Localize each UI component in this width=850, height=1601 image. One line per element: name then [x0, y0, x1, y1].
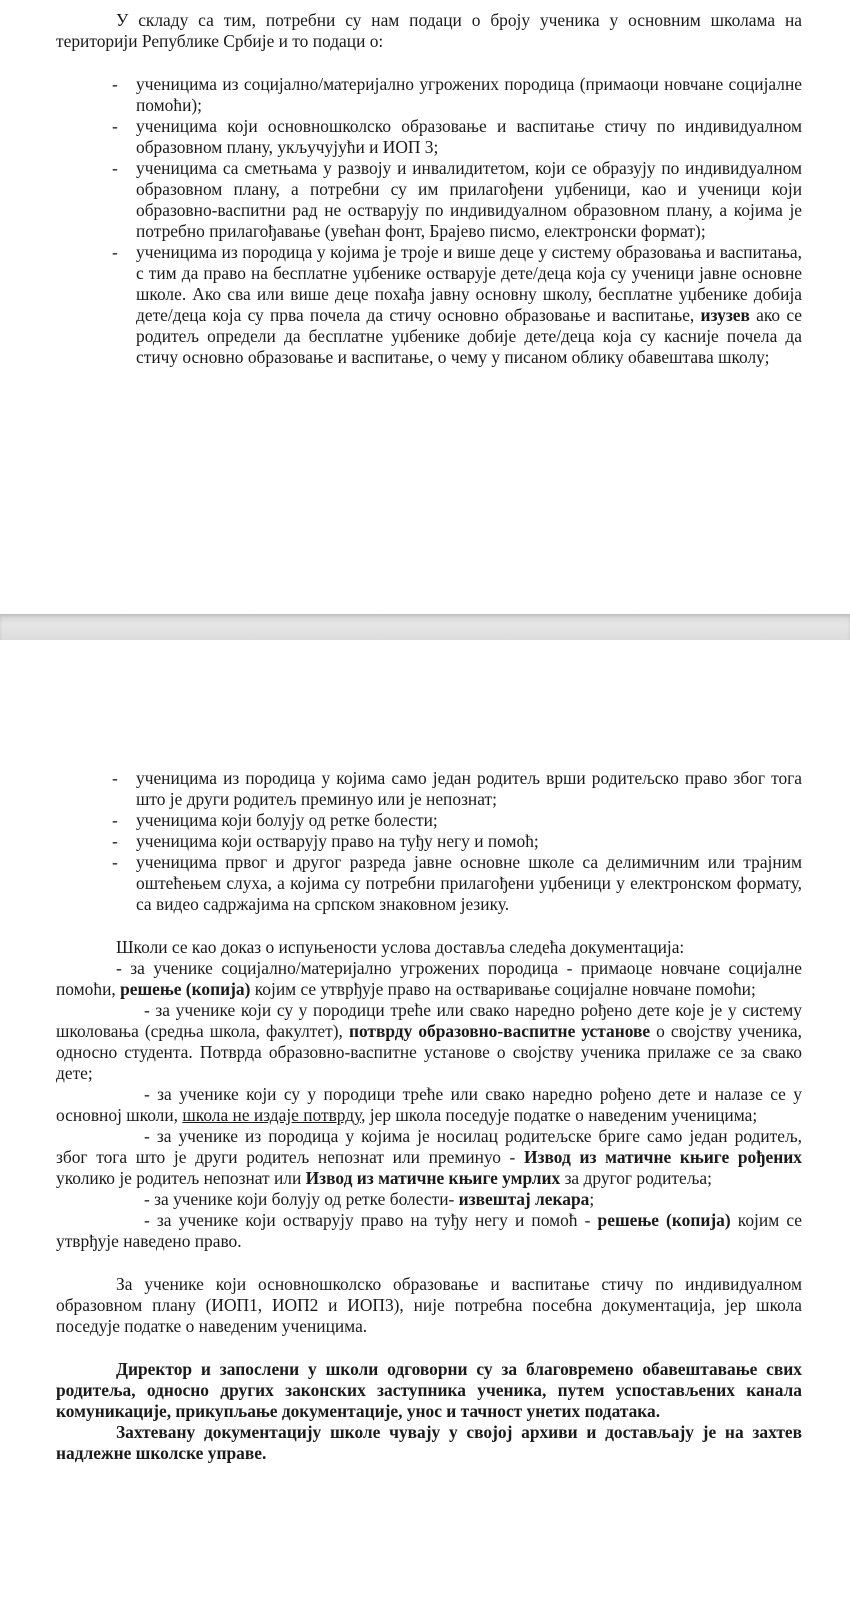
iop-note: За ученике који основношколско образовање и васпитање стичу по индивидуалном образовном плану (ИОП1, ИОП2 и ИОП3), није потребна посебна документација, јер школа поседује податке о наведеним ученицима. — [56, 1274, 802, 1336]
doc-bold: решење (копија) — [120, 979, 251, 999]
list-item: - ученицима са сметњама у развоју и инвалидитетом, који се образују по индивидуалном образовном плану, а потребни су им прилагођени уџбеници, као и ученици који образовно-васпитни рад не остварују по индивидуалном образовном плану, а којима је потребно прилагођавање (увећан фонт, Брајево писмо, електронски формат); — [56, 158, 802, 242]
doc-item-single-parent: - за ученике из породица у којима је носилац родитељске бриге само један родитељ, због тога што је други родитељ непознат или преминуо - Извод из матичне књиге рођених уколико је родитељ непознат или Извод из матичне књиге умрлих за другог родитеља; — [56, 1126, 802, 1188]
doc-item-third-child-primary: - за ученике који су у породици треће или свако наредно рођено дете и налазе се у основној школи, школа не издаје потврду, јер школа поседује податке о наведеним ученицима; — [56, 1084, 802, 1125]
doc-item-social: - за ученике социјално/материјално угрожених породица - примаоце новчане социјалне помоћи, решење (копија) којим се утврђује право на остваривање социјалне новчане помоћи; — [56, 958, 802, 999]
doc-bold: извештај лекара — [458, 1189, 590, 1209]
doc-bold: потврду образовно-васпитне установе — [348, 1021, 651, 1041]
doc-bold: Извод из матичне књиге рођених — [524, 1147, 802, 1167]
doc-bold: Извод из матичне књиге умрлих — [305, 1168, 561, 1188]
list-item: - ученицима који болују од ретке болести; — [56, 810, 802, 831]
documentation-intro: Школи се као доказ о испуњености услова доставља следећа документација: — [116, 937, 685, 957]
list-item: - ученицима који остварују право на туђу негу и помоћ; — [56, 831, 802, 852]
doc-item-care-assistance: - за ученике који остварују право на туђу негу и помоћ - решење (копија) којим се утврђује наведено право. — [56, 1210, 802, 1251]
criteria-list — [56, 74, 802, 368]
list-item: - ученицима из породица у којима само један родитељ врши родитељско право због тога што је други родитељ преминуо или је непознат; — [56, 768, 802, 810]
doc-bold: решење (копија) — [597, 1210, 731, 1230]
list-item — [56, 242, 802, 368]
doc-item-rare-disease: - за ученике који болују од ретке болести- извештај лекара; — [144, 1189, 595, 1209]
item4-text-b: ако се родитељ определи да бесплатне уџбенике добије дете/деца која су касније почела да стичу основно образовање и васпитање, о чему у писаном облику обавештава школу; — [136, 305, 802, 367]
doc-underline: школа не издаје потврду — [182, 1105, 362, 1125]
item4-bold-exception: изузев — [700, 305, 750, 325]
criteria-list-continued — [56, 768, 802, 915]
list-item: - ученицима првог и другог разреда јавне основне школе са делимичним или трајним оштећењем слуха, а којима су потребни прилагођени уџбеници у електронском формату, са видео садржајима на српском знаковном језику. — [56, 852, 802, 915]
archive-note: Захтевану документацију школе чувају у својој архиви и достављају је на захтев надлежне школске управе. — [56, 1422, 802, 1463]
document-page-2 — [0, 640, 850, 1601]
responsibility-block — [56, 1359, 802, 1464]
list-item: - ученицима који основношколско образовање и васпитање стичу по индивидуалном образовном плану, укључујући и ИОП 3; — [56, 116, 802, 158]
doc-item-third-child-school: - за ученике који су у породици треће или свако наредно рођено дете које је у систему школовања (средња школа, факултет), потврду образовно-васпитне установе о својству ученика, односно студента. Потврда образовно-васпитне установе о својству ученика прилаже се за свако дете; — [56, 1000, 802, 1083]
page-separator — [0, 614, 850, 640]
director-note: Директор и запослени у школи одговорни су за благовремено обавештавање свих родитеља, односно других законских заступника ученика, путем успостављених канала комуникације, прикупљање документације, унос и тачност унетих података. — [56, 1359, 802, 1421]
intro-paragraph: У складу са тим, потребни су нам подаци о броју ученика у основним школама на територији Републике Србије и то подаци о: — [56, 10, 802, 51]
item4-text-a: ученицима из породица у којима је троје и више деце у систему образовања и васпитања, с тим да право на бесплатне уџбенике остварује дете/деца која су ученици јавне основне школе. Ако сва или више деце похађа јавну основну школу, бесплатне уџбенике добија дете/деца која су прва почела да стичу основно образовање и васпитање, — [136, 242, 802, 325]
list-item: - ученицима из социјално/материјално угрожених породица (примаоци новчане социјалне помоћи); — [56, 74, 802, 116]
document-page-1 — [0, 0, 850, 614]
